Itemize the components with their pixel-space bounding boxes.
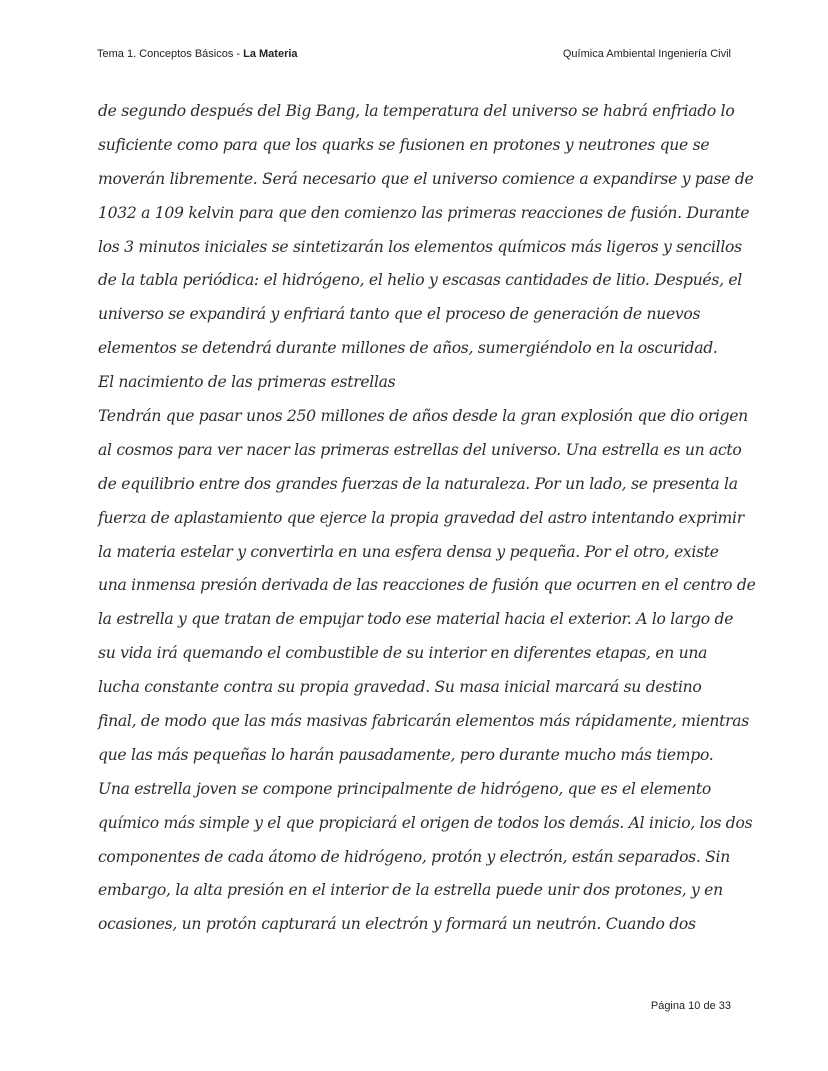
- text-line: suficiente como para que los quarks se fusionen en protones y neutrones que se: [98, 135, 710, 154]
- header-topic-bold: La Materia: [243, 48, 298, 60]
- text-line: la estrella y que tratan de empujar todo ese material hacia el exterior. A lo largo de: [98, 610, 734, 629]
- text-line: elementos se detendrá durante millones de años, sumergiéndolo en la oscuridad.: [98, 339, 718, 358]
- text-line: final, de modo que las más masivas fabricarán elementos más rápidamente, mientras: [98, 712, 749, 731]
- text-line: que las más pequeñas lo harán pausadamente, pero durante mucho más tiempo.: [98, 745, 714, 764]
- text-line: de segundo después del Big Bang, la temperatura del universo se habrá enfriado lo: [98, 102, 735, 120]
- text-line: universo se expandirá y enfriará tanto que el proceso de generación de nuevos: [98, 305, 701, 324]
- text-line: moverán libremente. Será necesario que el universo comience a expandirse y pase de: [98, 169, 754, 188]
- text-line: fuerza de aplastamiento que ejerce la propia gravedad del astro intentando exprimir: [98, 508, 744, 527]
- header-course: Química Ambiental Ingeniería Civil: [562, 48, 731, 60]
- text-line: los 3 minutos iniciales se sintetizarán los elementos químicos más ligeros y sencillos: [98, 237, 742, 256]
- text-line: Una estrella joven se compone principalmente de hidrógeno, que es el elemento: [98, 779, 711, 798]
- text-line: componentes de cada átomo de hidrógeno, protón y electrón, están separados. Sin: [98, 847, 730, 866]
- body-text: [98, 95, 756, 942]
- page-number: Página 10 de 33: [650, 1000, 731, 1012]
- header-topic: Tema 1. Conceptos Básicos -: [97, 48, 244, 60]
- text-line: una inmensa presión derivada de las reacciones de fusión que ocurren en el centro de: [98, 576, 756, 595]
- text-line: de la tabla periódica: el hidrógeno, el helio y escasas cantidades de litio. Después, el: [98, 271, 742, 290]
- text-line: 1032 a 109 kelvin para que den comienzo las primeras reacciones de fusión. Durante: [98, 203, 750, 222]
- text-line: embargo, la alta presión en el interior de la estrella puede unir dos protones, y en: [98, 881, 723, 900]
- header-title: [97, 48, 298, 60]
- text-line: ocasiones, un protón capturará un electrón y formará un neutrón. Cuando dos: [98, 915, 696, 934]
- page-header: [97, 48, 731, 64]
- text-line: la materia estelar y convertirla en una esfera densa y pequeña. Por el otro, existe: [98, 542, 719, 561]
- text-line: químico más simple y el que propiciará el origen de todos los demás. Al inicio, los dos: [98, 813, 753, 832]
- text-line: al cosmos para ver nacer las primeras estrellas del universo. Una estrella es un acto: [98, 440, 742, 459]
- text-line: Tendrán que pasar unos 250 millones de años desde la gran explosión que dio origen: [98, 407, 748, 426]
- text-line: lucha constante contra su propia gravedad. Su masa inicial marcará su destino: [98, 678, 702, 697]
- text-line: de equilibrio entre dos grandes fuerzas de la naturaleza. Por un lado, se presenta la: [98, 474, 738, 493]
- section-heading: El nacimiento de las primeras estrellas: [98, 373, 396, 392]
- text-line: su vida irá quemando el combustible de su interior en diferentes etapas, en una: [98, 644, 708, 663]
